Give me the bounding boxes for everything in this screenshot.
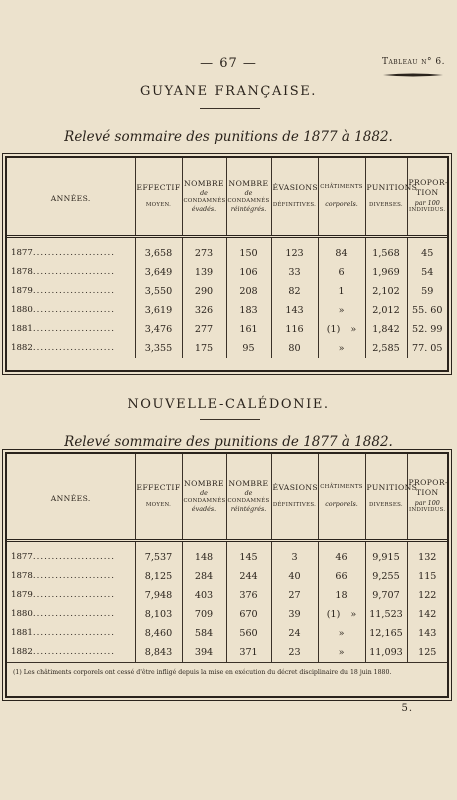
evasions-value: 27	[288, 589, 301, 601]
proportion-value: 115	[418, 570, 437, 582]
leader-dots: ......................	[32, 552, 115, 562]
chatiments-value: »	[350, 323, 357, 335]
effectif-cell	[135, 624, 182, 643]
evades-value: 326	[194, 304, 214, 316]
evasions-value: 123	[285, 247, 304, 259]
year-cell	[7, 320, 135, 339]
punitions-cell	[365, 624, 407, 643]
punitions-cell	[365, 605, 407, 624]
table-row	[7, 301, 447, 320]
leader-dots: ......................	[32, 248, 115, 258]
evades-cell	[182, 624, 226, 643]
year-label: 1881	[11, 324, 33, 334]
header-effectif: EFFECTIF MOYEN.	[135, 158, 182, 236]
effectif-value: 3,649	[144, 266, 173, 278]
reintegres-cell	[226, 301, 271, 320]
table-row	[7, 339, 447, 358]
punitions-cell	[365, 540, 407, 567]
reintegres-cell	[226, 236, 271, 263]
effectif-value: 3,476	[144, 323, 173, 335]
page-number: — 67 —	[200, 56, 257, 71]
year-label: 1877	[11, 552, 33, 562]
evasions-cell	[271, 320, 318, 339]
year-label: 1882	[11, 647, 33, 657]
leader-dots: ......................	[32, 286, 115, 296]
proportion-value: 54	[421, 266, 434, 278]
year-cell	[7, 263, 135, 282]
chatiments-value: »	[338, 646, 345, 658]
chatiments-value: 1	[338, 285, 345, 297]
header-evades: NOMBRE de CONDAMNÉS évadés.	[182, 454, 226, 540]
evades-value: 284	[194, 570, 214, 582]
chatiments-value: 84	[335, 247, 348, 259]
header-evades: NOMBRE de CONDAMNÉS évadés.	[182, 158, 226, 236]
reintegres-value: 208	[239, 285, 258, 297]
evades-cell	[182, 282, 226, 301]
table-subtitle-caledonie: Relevé sommaire des punitions de 1877 à 1882.	[64, 434, 393, 450]
punitions-value: 2,012	[372, 304, 400, 316]
evades-cell	[182, 586, 226, 605]
evades-value: 273	[194, 247, 214, 259]
evades-cell	[182, 236, 226, 263]
evasions-value: 116	[285, 323, 304, 335]
chatiments-cell	[318, 540, 365, 567]
evasions-cell	[271, 605, 318, 624]
year-cell	[7, 643, 135, 662]
year-cell	[7, 301, 135, 320]
reintegres-value: 183	[239, 304, 258, 316]
punitions-value: 2,585	[372, 342, 400, 354]
chatiments-cell	[318, 586, 365, 605]
year-cell	[7, 339, 135, 358]
chatiments-value: »	[338, 627, 345, 639]
header-chatiments: CHÂTIMENTS corporels.	[318, 454, 365, 540]
evasions-value: 23	[288, 646, 301, 658]
table-row	[7, 605, 447, 624]
year-label: 1879	[11, 286, 33, 296]
reintegres-value: 95	[242, 342, 255, 354]
header-proportion: PROPOR- TION par 100 INDIVIDUS.	[407, 158, 447, 236]
evades-value: 175	[194, 342, 214, 354]
reintegres-value: 670	[239, 608, 258, 620]
leader-dots: ......................	[32, 609, 115, 619]
effectif-value: 3,658	[144, 247, 173, 259]
effectif-cell	[135, 605, 182, 624]
evasions-cell	[271, 282, 318, 301]
punitions-cell	[365, 282, 407, 301]
table-row	[7, 236, 447, 263]
proportion-value: 142	[418, 608, 437, 620]
leader-dots: ......................	[32, 647, 115, 657]
leader-dots: ......................	[32, 628, 115, 638]
data-table	[7, 158, 447, 358]
year-cell	[7, 282, 135, 301]
effectif-value: 8,460	[144, 627, 173, 639]
proportion-value: 143	[418, 627, 437, 639]
header-evasions: ÉVASIONS DÉFINITIVES.	[271, 454, 318, 540]
year-label: 1878	[11, 571, 33, 581]
evasions-value: 80	[288, 342, 301, 354]
leader-dots: ......................	[32, 571, 115, 581]
effectif-value: 7,948	[144, 589, 173, 601]
signature-mark: 5.	[401, 703, 413, 714]
evades-cell	[182, 643, 226, 662]
punitions-value: 12,165	[369, 627, 403, 639]
table-row	[7, 586, 447, 605]
leader-dots: ......................	[32, 324, 115, 334]
reintegres-value: 106	[239, 266, 258, 278]
effectif-value: 3,355	[144, 342, 173, 354]
table-row	[7, 263, 447, 282]
reintegres-cell	[226, 605, 271, 624]
chatiments-cell	[318, 263, 365, 282]
reintegres-value: 371	[239, 646, 258, 658]
reintegres-value: 376	[239, 589, 258, 601]
header-annees: ANNÉES.	[50, 494, 91, 504]
evasions-value: 24	[288, 627, 301, 639]
header-chatiments: CHÂTIMENTS corporels.	[318, 158, 365, 236]
proportion-cell	[407, 301, 447, 320]
evasions-cell	[271, 586, 318, 605]
chatiments-cell	[318, 567, 365, 586]
effectif-cell	[135, 263, 182, 282]
evasions-cell	[271, 540, 318, 567]
year-label: 1882	[11, 343, 33, 353]
punitions-value: 1,568	[372, 247, 400, 259]
proportion-value: 132	[418, 551, 437, 563]
table-subtitle-guyane: Relevé sommaire des punitions de 1877 à 1882.	[64, 129, 393, 145]
chatiments-value: 18	[335, 589, 348, 601]
reintegres-value: 161	[239, 323, 258, 335]
chatiments-value: 66	[335, 570, 348, 582]
year-label: 1879	[11, 590, 33, 600]
title-divider	[200, 108, 260, 109]
proportion-value: 55. 60	[411, 304, 443, 316]
evades-cell	[182, 263, 226, 282]
tableau-underline	[381, 72, 445, 78]
leader-dots: ......................	[32, 590, 115, 600]
leader-dots: ......................	[32, 343, 115, 353]
punitions-cell	[365, 236, 407, 263]
year-cell	[7, 567, 135, 586]
reintegres-cell	[226, 540, 271, 567]
evasions-cell	[271, 643, 318, 662]
reintegres-cell	[226, 320, 271, 339]
punitions-cell	[365, 586, 407, 605]
proportion-cell	[407, 320, 447, 339]
title-divider	[200, 419, 260, 420]
punitions-cell	[365, 263, 407, 282]
table-row	[7, 567, 447, 586]
evasions-value: 3	[291, 551, 298, 563]
punitions-value: 2,102	[372, 285, 400, 297]
data-table	[7, 454, 447, 662]
header-reintegres: NOMBRE de CONDAMNÉS réintégrés.	[226, 158, 271, 236]
evasions-value: 82	[288, 285, 301, 297]
chatiments-cell	[318, 320, 365, 339]
effectif-value: 8,103	[144, 608, 173, 620]
punitions-cell	[365, 567, 407, 586]
region-title-guyane: GUYANE FRANÇAISE.	[139, 84, 318, 99]
year-cell	[7, 605, 135, 624]
proportion-cell	[407, 236, 447, 263]
evades-cell	[182, 339, 226, 358]
year-cell	[7, 236, 135, 263]
evades-value: 148	[194, 551, 214, 563]
evasions-cell	[271, 339, 318, 358]
chatiments-value: »	[338, 342, 345, 354]
punitions-cell	[365, 339, 407, 358]
evades-value: 290	[194, 285, 214, 297]
reintegres-value: 150	[239, 247, 258, 259]
evades-cell	[182, 301, 226, 320]
evades-cell	[182, 540, 226, 567]
proportion-cell	[407, 624, 447, 643]
reintegres-cell	[226, 339, 271, 358]
reintegres-cell	[226, 624, 271, 643]
footnote-ref: (1)	[326, 608, 341, 620]
region-title-caledonie: NOUVELLE-CALÉDONIE.	[127, 397, 330, 412]
chatiments-cell	[318, 605, 365, 624]
table-row	[7, 643, 447, 662]
reintegres-value: 145	[239, 551, 258, 563]
chatiments-cell	[318, 236, 365, 263]
effectif-value: 3,619	[144, 304, 173, 316]
effectif-value: 8,125	[144, 570, 173, 582]
header-reintegres: NOMBRE de CONDAMNÉS réintégrés.	[226, 454, 271, 540]
table-caledonie	[5, 452, 449, 698]
effectif-cell	[135, 282, 182, 301]
reintegres-value: 244	[239, 570, 258, 582]
proportion-cell	[407, 567, 447, 586]
year-cell	[7, 624, 135, 643]
evasions-cell	[271, 263, 318, 282]
year-label: 1878	[11, 267, 33, 277]
year-label: 1881	[11, 628, 33, 638]
punitions-value: 1,842	[372, 323, 400, 335]
punitions-value: 11,093	[369, 646, 403, 658]
year-label: 1877	[11, 248, 33, 258]
evades-value: 584	[194, 627, 214, 639]
proportion-cell	[407, 605, 447, 624]
proportion-value: 52. 99	[411, 323, 443, 335]
evades-cell	[182, 320, 226, 339]
evasions-cell	[271, 567, 318, 586]
reintegres-cell	[226, 586, 271, 605]
header-proportion: PROPOR- TION par 100 INDIVIDUS.	[407, 454, 447, 540]
reintegres-value: 560	[239, 627, 258, 639]
chatiments-value: »	[350, 608, 357, 620]
table-row	[7, 320, 447, 339]
leader-dots: ......................	[32, 305, 115, 315]
chatiments-value: »	[338, 304, 345, 316]
evasions-value: 143	[285, 304, 304, 316]
effectif-value: 3,550	[144, 285, 173, 297]
chatiments-value: 46	[335, 551, 348, 563]
evades-cell	[182, 605, 226, 624]
header-effectif: EFFECTIF MOYEN.	[135, 454, 182, 540]
evades-value: 139	[194, 266, 214, 278]
year-label: 1880	[11, 305, 33, 315]
punitions-value: 1,969	[372, 266, 400, 278]
punitions-cell	[365, 320, 407, 339]
evades-cell	[182, 567, 226, 586]
proportion-value: 59	[421, 285, 434, 297]
punitions-value: 9,915	[372, 551, 400, 563]
header-punitions: PUNITIONS DIVERSES.	[365, 158, 407, 236]
evasions-value: 33	[288, 266, 301, 278]
punitions-cell	[365, 643, 407, 662]
proportion-value: 122	[418, 589, 437, 601]
chatiments-value: 6	[338, 266, 345, 278]
punitions-cell	[365, 301, 407, 320]
proportion-cell	[407, 282, 447, 301]
footnote-ref: (1)	[326, 323, 341, 335]
effectif-cell	[135, 567, 182, 586]
evades-value: 403	[194, 589, 214, 601]
evades-value: 709	[194, 608, 214, 620]
proportion-value: 77. 05	[411, 342, 443, 354]
evasions-cell	[271, 236, 318, 263]
reintegres-cell	[226, 643, 271, 662]
reintegres-cell	[226, 282, 271, 301]
year-label: 1880	[11, 609, 33, 619]
proportion-cell	[407, 339, 447, 358]
proportion-cell	[407, 586, 447, 605]
effectif-cell	[135, 236, 182, 263]
chatiments-cell	[318, 301, 365, 320]
leader-dots: ......................	[32, 267, 115, 277]
effectif-cell	[135, 301, 182, 320]
table-row	[7, 624, 447, 643]
year-cell	[7, 540, 135, 567]
table-guyane	[5, 156, 449, 372]
effectif-cell	[135, 339, 182, 358]
footnote: (1) Les châtiments corporels ont cessé d'être infligé depuis la mise en exécution du décret disciplinaire du 18 juin 1880.	[7, 662, 447, 679]
reintegres-cell	[226, 567, 271, 586]
tableau-label: Tableau n° 6.	[381, 57, 445, 67]
table-row	[7, 282, 447, 301]
effectif-cell	[135, 643, 182, 662]
evasions-cell	[271, 624, 318, 643]
proportion-cell	[407, 263, 447, 282]
proportion-value: 45	[421, 247, 434, 259]
header-evasions: ÉVASIONS DÉFINITIVES.	[271, 158, 318, 236]
effectif-value: 8,843	[144, 646, 173, 658]
chatiments-cell	[318, 624, 365, 643]
table-row	[7, 540, 447, 567]
effectif-cell	[135, 540, 182, 567]
header-punitions: PUNITIONS DIVERSES.	[365, 454, 407, 540]
effectif-value: 7,537	[144, 551, 173, 563]
chatiments-cell	[318, 282, 365, 301]
chatiments-cell	[318, 339, 365, 358]
header-annees: ANNÉES.	[50, 194, 91, 204]
proportion-cell	[407, 643, 447, 662]
effectif-cell	[135, 586, 182, 605]
evades-value: 277	[194, 323, 214, 335]
effectif-cell	[135, 320, 182, 339]
proportion-cell	[407, 540, 447, 567]
evasions-value: 39	[288, 608, 301, 620]
punitions-value: 9,255	[372, 570, 400, 582]
punitions-value: 11,523	[369, 608, 403, 620]
proportion-value: 125	[418, 646, 437, 658]
punitions-value: 9,707	[372, 589, 400, 601]
reintegres-cell	[226, 263, 271, 282]
evasions-value: 40	[288, 570, 301, 582]
year-cell	[7, 586, 135, 605]
evasions-cell	[271, 301, 318, 320]
chatiments-cell	[318, 643, 365, 662]
evades-value: 394	[194, 646, 214, 658]
